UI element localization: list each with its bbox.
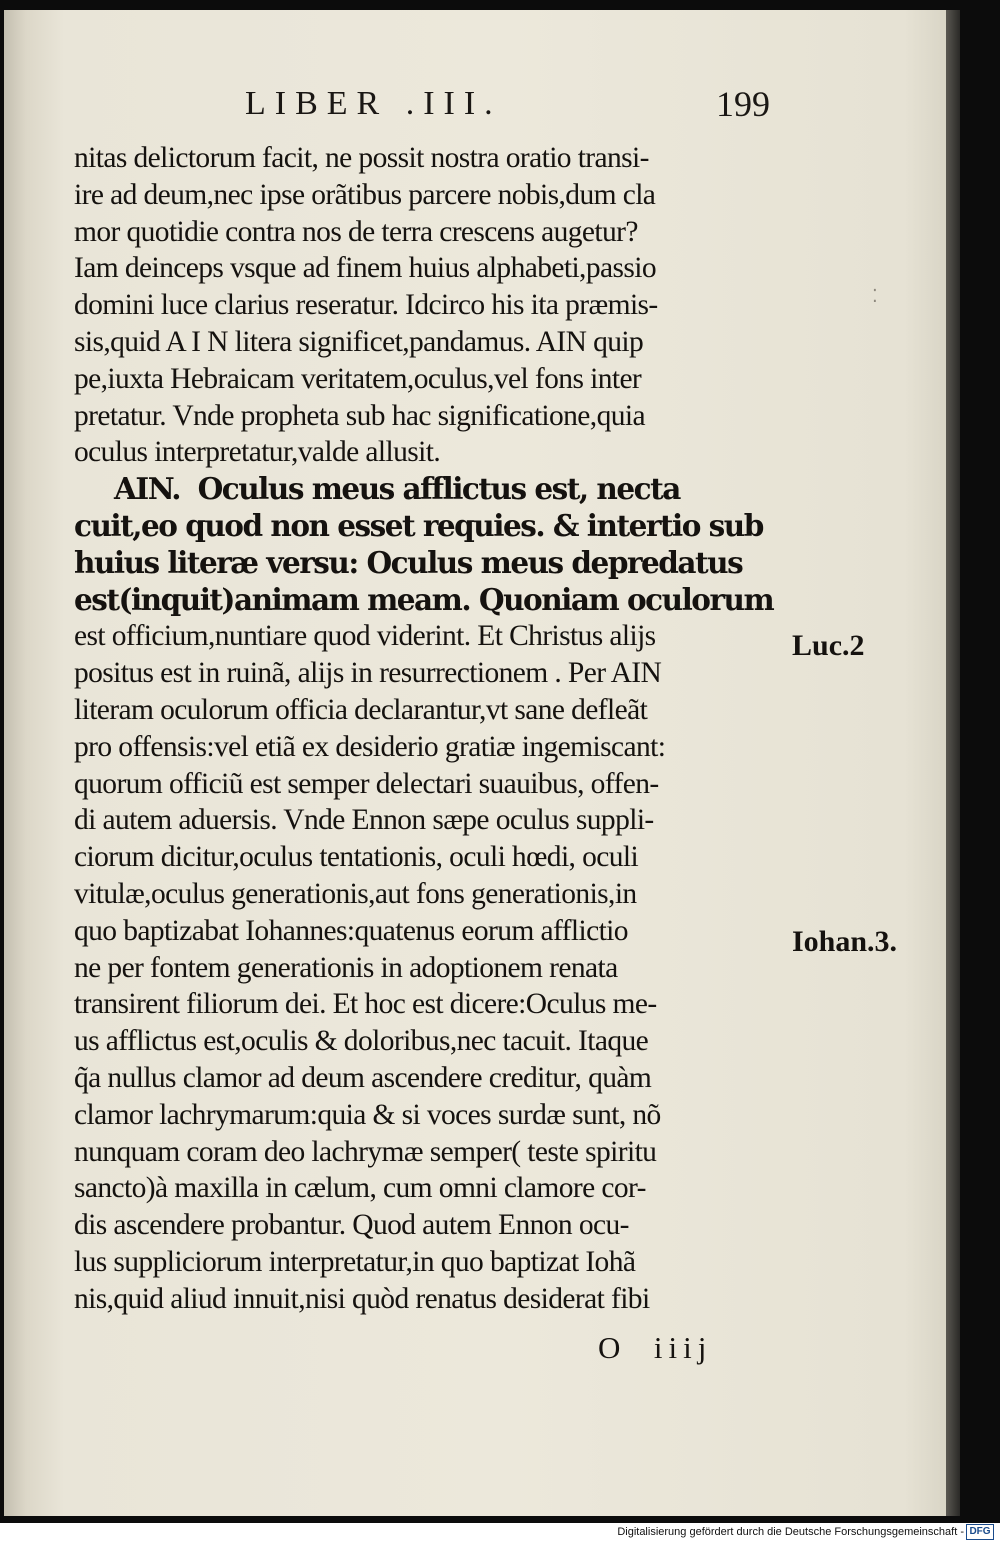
text-line: domini luce clarius reseratur. Idcirco his ita præmis-	[74, 289, 658, 322]
text-line: sis,quid A I N litera significet,pandamus. AIN quip	[74, 325, 644, 358]
text-line: dis ascendere probantur. Quod autem Ennon ocu-	[74, 1209, 629, 1242]
text-line: literam oculorum officia declarantur,vt sane defleãt	[74, 693, 648, 726]
text-line: mor quotidie contra nos de terra crescens augetur?	[74, 215, 638, 248]
text-line: est officium,nuntiare quod viderint. Et Christus alijs	[74, 620, 656, 653]
text-line: positus est in ruinã, alijs in resurrectionem . Per AIN	[74, 657, 662, 690]
text-line: nis,quid aliud innuit,nisi quòd renatus desiderat fibi	[74, 1282, 650, 1315]
text-line: Iam deinceps vsque ad finem huius alphabeti,passio	[74, 252, 656, 285]
text-line: transirent filiorum dei. Et hoc est dicere:Oculus me-	[74, 988, 657, 1021]
margin-smudge: ⁚	[872, 286, 878, 306]
text-line: clamor lachrymarum:quia & si voces surdæ sunt, nõ	[74, 1098, 661, 1131]
text-line: ne per fontem generationis in adoptionem renata	[74, 951, 618, 984]
text-line: lus suppliciorum interpretatur,in quo baptizat Iohã	[74, 1245, 636, 1278]
text-line: est(inquit)animam meam. Quoniam oculorum	[74, 581, 774, 617]
margin-note-luc: Luc.2	[792, 629, 865, 662]
body-text	[74, 140, 794, 1318]
signature-mark: O iiij	[598, 1330, 713, 1365]
text-line: nunquam coram deo lachrymæ semper( teste spiritu	[74, 1135, 657, 1168]
text-line: pretatur. Vnde propheta sub hac significatione,quia	[74, 399, 645, 432]
text-line: q̃a nullus clamor ad deum ascendere creditur, quàm	[74, 1061, 652, 1094]
footer-credit: Digitalisierung gefördert durch die Deutsche Forschungsgemeinschaft -	[617, 1526, 964, 1538]
text-line: cuit,eo quod non esset requies. & intertio sub	[74, 507, 763, 543]
text-line: nitas delictorum facit, ne possit nostra oratio transi-	[74, 142, 649, 174]
text-line: sancto)à maxilla in cælum, cum omni clamore cor-	[74, 1172, 646, 1205]
text-line: quorum officiũ est semper delectari suauibus, offen-	[74, 767, 659, 800]
page-number: 199	[716, 84, 770, 124]
page-edge-shadow	[946, 10, 960, 1516]
text-line: vitulæ,oculus generationis,aut fons generationis,in	[74, 877, 637, 910]
text-line: huius literæ versu: Oculus meus depredatus	[74, 544, 743, 580]
dfg-logo: DFG	[966, 1524, 994, 1540]
running-head: LIBER .III.	[245, 85, 502, 122]
text-line: pe,iuxta Hebraicam veritatem,oculus,vel fons inter	[74, 362, 642, 395]
text-line: ire ad deum,nec ipse orãtibus parcere nobis,dum cla	[74, 178, 656, 211]
text-line: ciorum dicitur,oculus tentationis, oculi hœdi, oculi	[74, 841, 639, 874]
margin-note-iohan: Iohan.3.	[792, 925, 898, 958]
text-line: quo baptizabat Iohannes:quatenus eorum afflictio	[74, 914, 628, 947]
text-line: AIN. Oculus meus afflictus est, necta	[114, 471, 680, 507]
text-line: oculus interpretatur,valde allusit.	[74, 436, 441, 469]
text-line: us afflictus est,oculis & doloribus,nec tacuit. Itaque	[74, 1025, 649, 1058]
text-line: pro offensis:vel etiã ex desiderio gratiæ ingemiscant:	[74, 730, 666, 763]
text-line: di autem aduersis. Vnde Ennon sæpe oculus suppli-	[74, 804, 654, 837]
